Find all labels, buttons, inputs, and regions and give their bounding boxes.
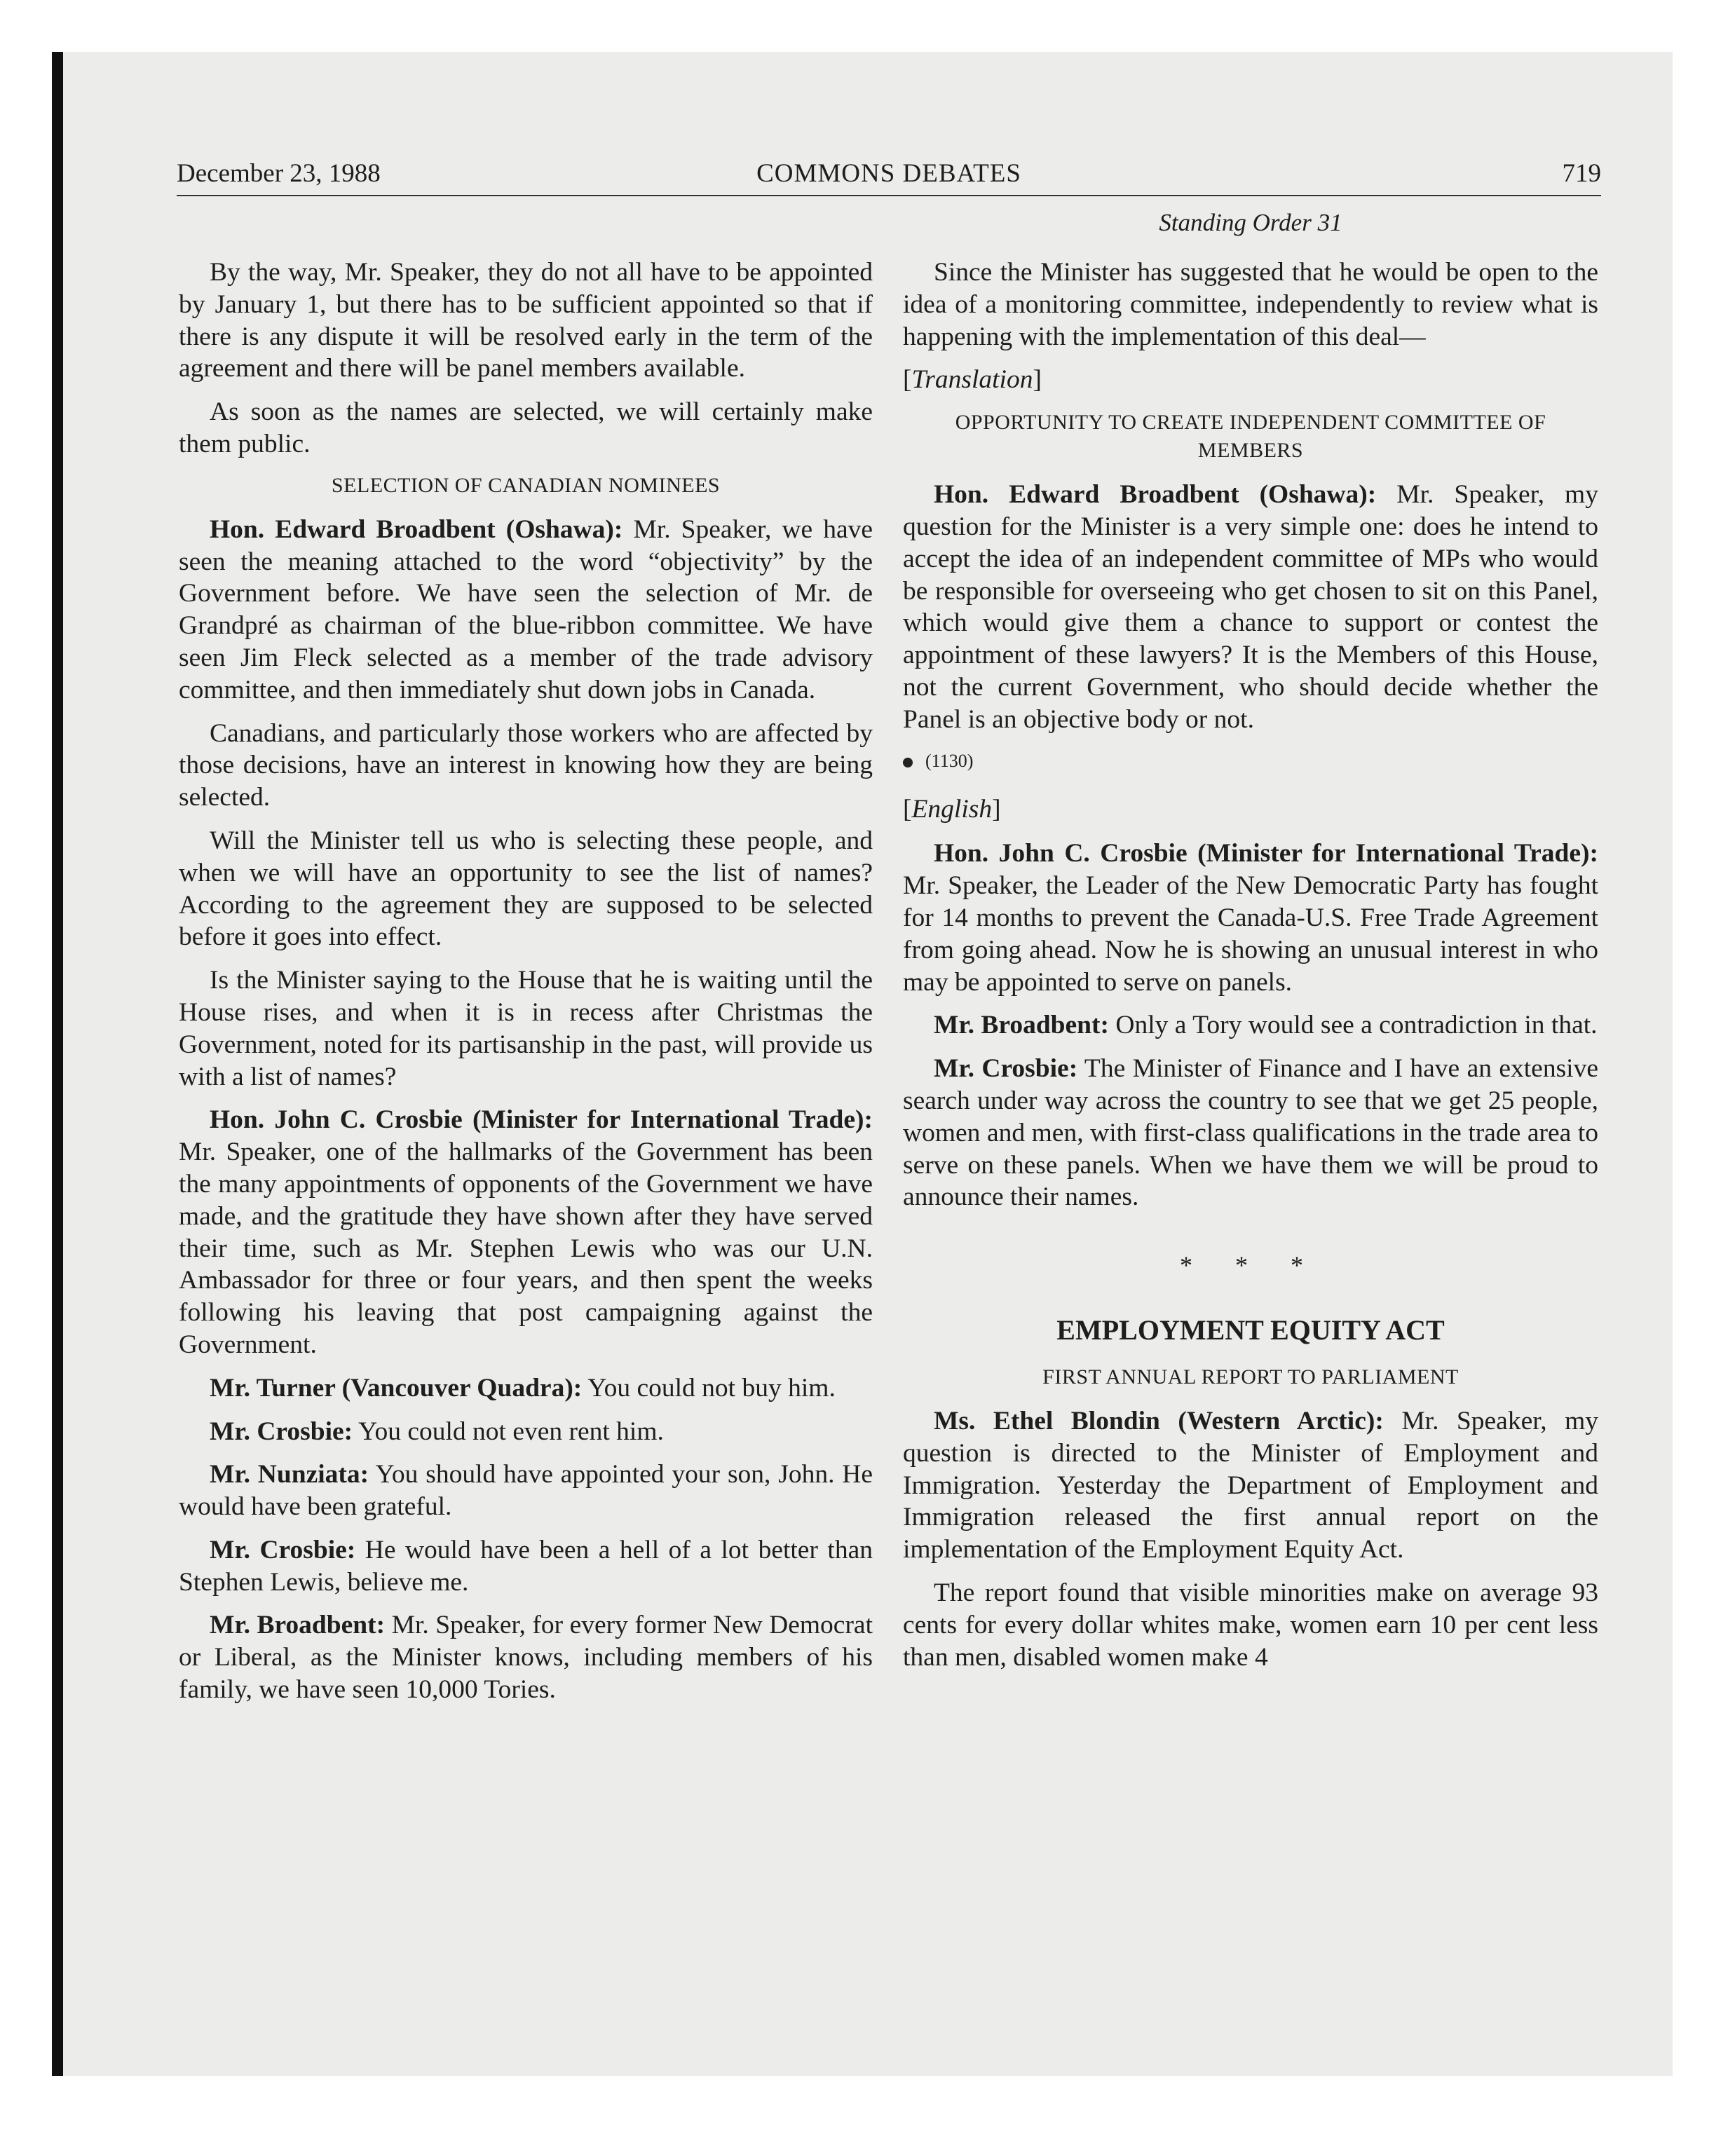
speaker-name: Mr. Crosbie: bbox=[210, 1535, 356, 1564]
speech-text: He would have been a hell of a lot better than Stephen Lewis, believe me. bbox=[179, 1535, 873, 1597]
header-rule bbox=[177, 195, 1601, 196]
language-label: Translation bbox=[911, 365, 1033, 395]
speech-paragraph bbox=[903, 838, 1598, 998]
speaker-name: Hon. Edward Broadbent (Oshawa): bbox=[934, 480, 1377, 510]
language-label: English bbox=[911, 794, 993, 824]
header-title: COMMONS DEBATES bbox=[756, 159, 1021, 188]
speaker-name: Mr. Broadbent: bbox=[934, 1011, 1110, 1040]
language-marker: [English] bbox=[903, 794, 1001, 824]
timestamp bbox=[903, 747, 1598, 775]
speech-paragraph bbox=[179, 1459, 873, 1523]
speech-text: The Minister of Finance and I have an extensive search under way across the country to see that we get 25 people, women and men, with first-class qualifications in the trade area to serve on these panels. When we have them we will be proud to announce their names. bbox=[903, 1054, 1598, 1212]
scan-edge bbox=[52, 52, 63, 2076]
speaker-name: Mr. Turner (Vancouver Quadra): bbox=[210, 1373, 583, 1403]
left-column bbox=[179, 257, 873, 1717]
paragraph: Will the Minister tell us who is selecting these people, and when we will have an opportunity to see the list of names? According to the agreement they are supposed to be selected before it goes into effect. bbox=[179, 826, 873, 952]
speech-text: Mr. Speaker, we have seen the meaning attached to the word “objectivity” by the Government before. We have seen the selection of Mr. de Grandpré as chairman of the blue-ribbon committee. We have seen Jim Fleck selected as a member of the trade advisory committee, and then immediately shut down jobs in Canada. bbox=[179, 514, 873, 704]
paragraph: Is the Minister saying to the House that he is waiting until the House rises, and when it is in recess after Christmas the Government, noted for its partisanship in the past, will provide us with a list of names? bbox=[179, 966, 873, 1091]
speech-paragraph bbox=[179, 514, 873, 707]
paragraph: Since the Minister has suggested that he would be open to the idea of a monitoring committee, independently to review what is happening with the implementation of this deal— bbox=[903, 258, 1598, 351]
section-subheading: SELECTION OF CANADIAN NOMINEES bbox=[331, 473, 721, 497]
bullet-icon bbox=[903, 758, 913, 767]
section-separator: * * * bbox=[1180, 1251, 1321, 1280]
paragraph: By the way, Mr. Speaker, they do not all have to be appointed by January 1, but there has to be sufficient appointed so that if there is any dispute it will be resolved early in the term of the agreement and there will be panel members available. bbox=[179, 258, 873, 383]
paragraph: As soon as the names are selected, we will certainly make them public. bbox=[179, 397, 873, 458]
speech-paragraph bbox=[179, 1372, 873, 1405]
speech-text: Mr. Speaker, one of the hallmarks of the Government has been the many appointments of opponents of the Government we have made, and the gratitude they have shown after they have served their time, such as Mr. Stephen Lewis who was our U.N. Ambassador for three or four years, and then spent the weeks following his leaving that post campaigning against the Government. bbox=[179, 1138, 873, 1359]
speech-text: You should have appointed your son, John. He would have been grateful. bbox=[179, 1460, 873, 1522]
speaker-name: Hon. Edward Broadbent (Oshawa): bbox=[210, 514, 623, 544]
speaker-name: Mr. Broadbent: bbox=[210, 1611, 386, 1640]
speech-text: Mr. Speaker, my question is directed to the Minister of Employment and Immigration. Yesterday the Department of Employment and Immigration released the first annual report on the implementation of the Employment Equity Act. bbox=[903, 1406, 1598, 1564]
speaker-name: Mr. Crosbie: bbox=[210, 1417, 353, 1446]
paragraph: Canadians, and particularly those workers who are affected by those decisions, have an interest in knowing how they are being selected. bbox=[179, 718, 873, 812]
timestamp-text: (1130) bbox=[925, 750, 974, 771]
speaker-name: Mr. Crosbie: bbox=[934, 1054, 1078, 1084]
speech-text: Only a Tory would see a contradiction in that. bbox=[1109, 1011, 1598, 1040]
speech-paragraph bbox=[179, 1104, 873, 1360]
speaker-name: Mr. Nunziata: bbox=[210, 1460, 369, 1489]
speaker-name: Hon. John C. Crosbie (Minister for International Trade): bbox=[210, 1105, 873, 1135]
language-marker: [Translation] bbox=[903, 365, 1042, 395]
speech-text: You could not buy him. bbox=[582, 1373, 836, 1403]
speech-paragraph bbox=[179, 1416, 873, 1448]
speech-paragraph bbox=[903, 479, 1598, 735]
speech-text: Mr. Speaker, my question for the Minister is a very simple one: does he intend to accept the idea of an independent committee of MPs who would be responsible for overseeing who get chosen to sit on this Panel, which would give them a chance to support or contest the appointment of these lawyers? It is the Members of this House, not the current Government, who should decide whether the Panel is an objective body or not. bbox=[903, 480, 1598, 734]
speech-paragraph bbox=[903, 1405, 1598, 1566]
header-date: December 23, 1988 bbox=[177, 159, 381, 188]
speech-text: Mr. Speaker, the Leader of the New Democratic Party has fought for 14 months to prevent the Canada-U.S. Free Trade Agreement from going ahead. Now he is showing an unusual interest in who may be appointed to serve on panels. bbox=[903, 871, 1598, 997]
speech-text: You could not even rent him. bbox=[353, 1417, 664, 1446]
speaker-name: Hon. John C. Crosbie (Minister for International Trade): bbox=[934, 839, 1598, 868]
right-column bbox=[903, 257, 1598, 1684]
section-heading: EMPLOYMENT EQUITY ACT bbox=[1056, 1314, 1445, 1346]
section-subheading: FIRST ANNUAL REPORT TO PARLIAMENT bbox=[1042, 1365, 1459, 1389]
speech-paragraph bbox=[903, 1053, 1598, 1213]
speaker-name: Ms. Ethel Blondin (Western Arctic): bbox=[934, 1406, 1384, 1435]
speech-paragraph bbox=[903, 1009, 1598, 1042]
page-number: 719 bbox=[1562, 159, 1601, 188]
speech-text: Mr. Speaker, for every former New Democrat or Liberal, as the Minister knows, including members of his family, we have seen 10,000 Tories. bbox=[179, 1611, 873, 1705]
speech-paragraph bbox=[179, 1534, 873, 1599]
paragraph: The report found that visible minorities make on average 93 cents for every dollar whites make, women earn 10 per cent less than men, disabled women make 4 bbox=[903, 1578, 1598, 1672]
page-header bbox=[177, 157, 1601, 191]
section-subheading: OPPORTUNITY TO CREATE INDEPENDENT COMMITTEE OF MEMBERS bbox=[955, 411, 1546, 463]
running-head: Standing Order 31 bbox=[1159, 209, 1342, 236]
speech-paragraph bbox=[179, 1609, 873, 1705]
